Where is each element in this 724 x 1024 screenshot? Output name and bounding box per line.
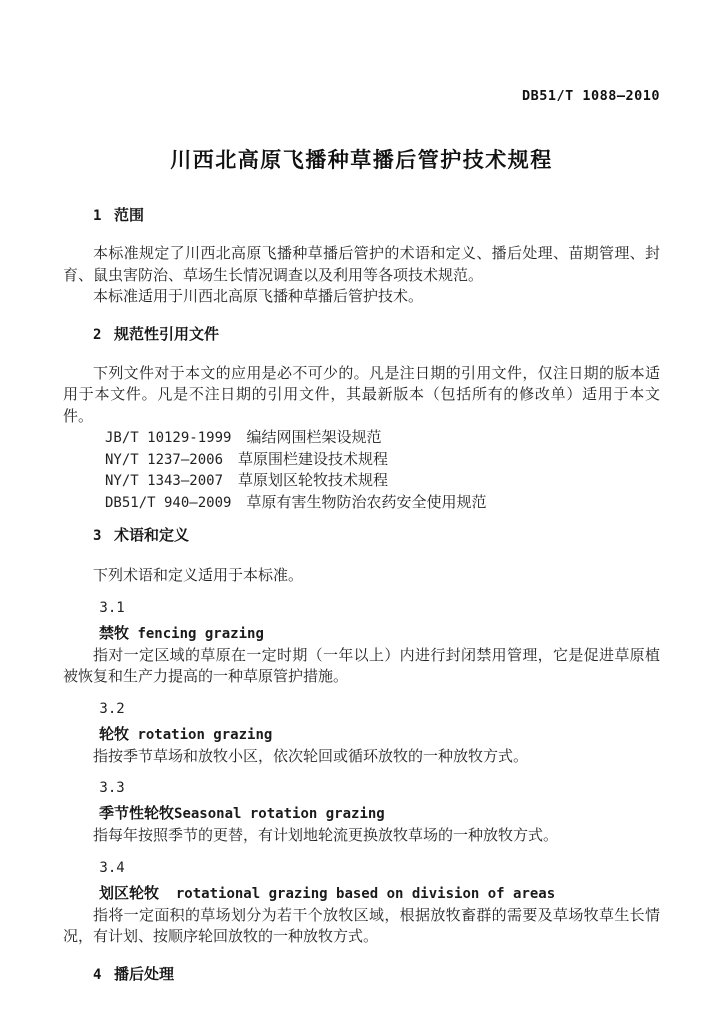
section-heading-text: 范围 — [114, 207, 145, 224]
term-number: 3.2 — [99, 700, 125, 717]
scope-paragraph-2: 本标准适用于川西北高原飞播种草播后管护技术。 — [93, 289, 424, 305]
document-title: 川西北高原飞播种草播后管护技术规程 — [170, 149, 553, 172]
term-number: 3.3 — [99, 780, 125, 796]
term-definition: 指将一定面积的草场划分为若干个放牧区域，根据放牧畜群的需要及草场牧草生长情况，有计划、按顺序轮回放牧的一种放牧方式。 — [63, 907, 660, 945]
term-chinese: 禁牧 — [99, 624, 130, 642]
term-definition: 指对一定区域的草原在一定时期（一年以上）内进行封闭禁用管理，它是促进草原植被恢复和生产力提高的一种草原管护措施。 — [63, 647, 660, 685]
reference-title: 编结网围栏架设规范 — [246, 430, 382, 446]
section-heading-post-sowing — [93, 966, 660, 984]
section-heading-text: 播后处理 — [114, 965, 175, 983]
normative-refs-intro: 下列文件对于本文的应用是必不可少的。凡是注日期的引用文件，仅注日期的版本适用于本文件。凡是不注日期的引用文件，其最新版本（包括所有的修改单）适用于本文件。 — [63, 365, 660, 425]
term-english: rotational grazing based on division of areas — [175, 885, 556, 902]
term-number: 3.1 — [99, 599, 125, 616]
reference-item — [105, 450, 660, 472]
term-chinese: 轮牧 — [99, 725, 130, 743]
reference-title: 草原围栏建设技术规程 — [238, 451, 389, 468]
term-title — [99, 724, 660, 746]
reference-item — [105, 471, 660, 493]
reference-item — [105, 493, 660, 515]
section-heading-text: 术语和定义 — [114, 527, 190, 544]
section-number: 3 — [93, 528, 102, 544]
reference-item — [105, 428, 660, 450]
term-english: rotation grazing — [137, 726, 273, 743]
scope-paragraph-1: 本标准规定了川西北高原飞播种草播后管护的术语和定义、播后处理、苗期管理、封育、鼠虫害防治、草场生长情况调查以及利用等各项技术规范。 — [63, 246, 660, 284]
section-heading-terms — [93, 527, 660, 545]
section-heading-text: 规范性引用文件 — [114, 325, 220, 343]
section-heading-scope — [93, 207, 660, 225]
term-english: Seasonal rotation grazing — [174, 806, 385, 822]
standard-number: DB51/T 1088—2010 — [521, 88, 660, 104]
term-title — [99, 803, 660, 825]
reference-code: NY/T 1343—2007 — [105, 473, 224, 489]
term-chinese: 划区轮牧 — [99, 884, 160, 902]
term-title — [99, 623, 660, 645]
term-definition: 指每年按照季节的更替，有计划地轮流更换放牧草场的一种放牧方式。 — [93, 828, 559, 844]
term-definition: 指按季节草场和放牧小区，依次轮回或循环放牧的一种放牧方式。 — [93, 748, 529, 765]
terms-intro: 下列术语和定义适用于本标准。 — [93, 568, 304, 584]
section-heading-normative-refs — [93, 326, 660, 344]
reference-code: DB51/T 940—2009 — [105, 494, 232, 511]
section-number: 2 — [93, 326, 102, 343]
term-title — [99, 883, 660, 905]
reference-code: JB/T 10129-1999 — [105, 430, 232, 446]
reference-title: 草原划区轮牧技术规程 — [238, 473, 389, 489]
term-english: fencing grazing — [137, 625, 264, 642]
term-chinese: 季节性轮牧 — [99, 805, 175, 822]
reference-title: 草原有害生物防治农药安全使用规范 — [246, 494, 487, 511]
section-number: 4 — [93, 966, 102, 983]
section-number: 1 — [93, 208, 102, 224]
reference-code: NY/T 1237—2006 — [105, 451, 224, 468]
term-number: 3.4 — [99, 859, 125, 876]
